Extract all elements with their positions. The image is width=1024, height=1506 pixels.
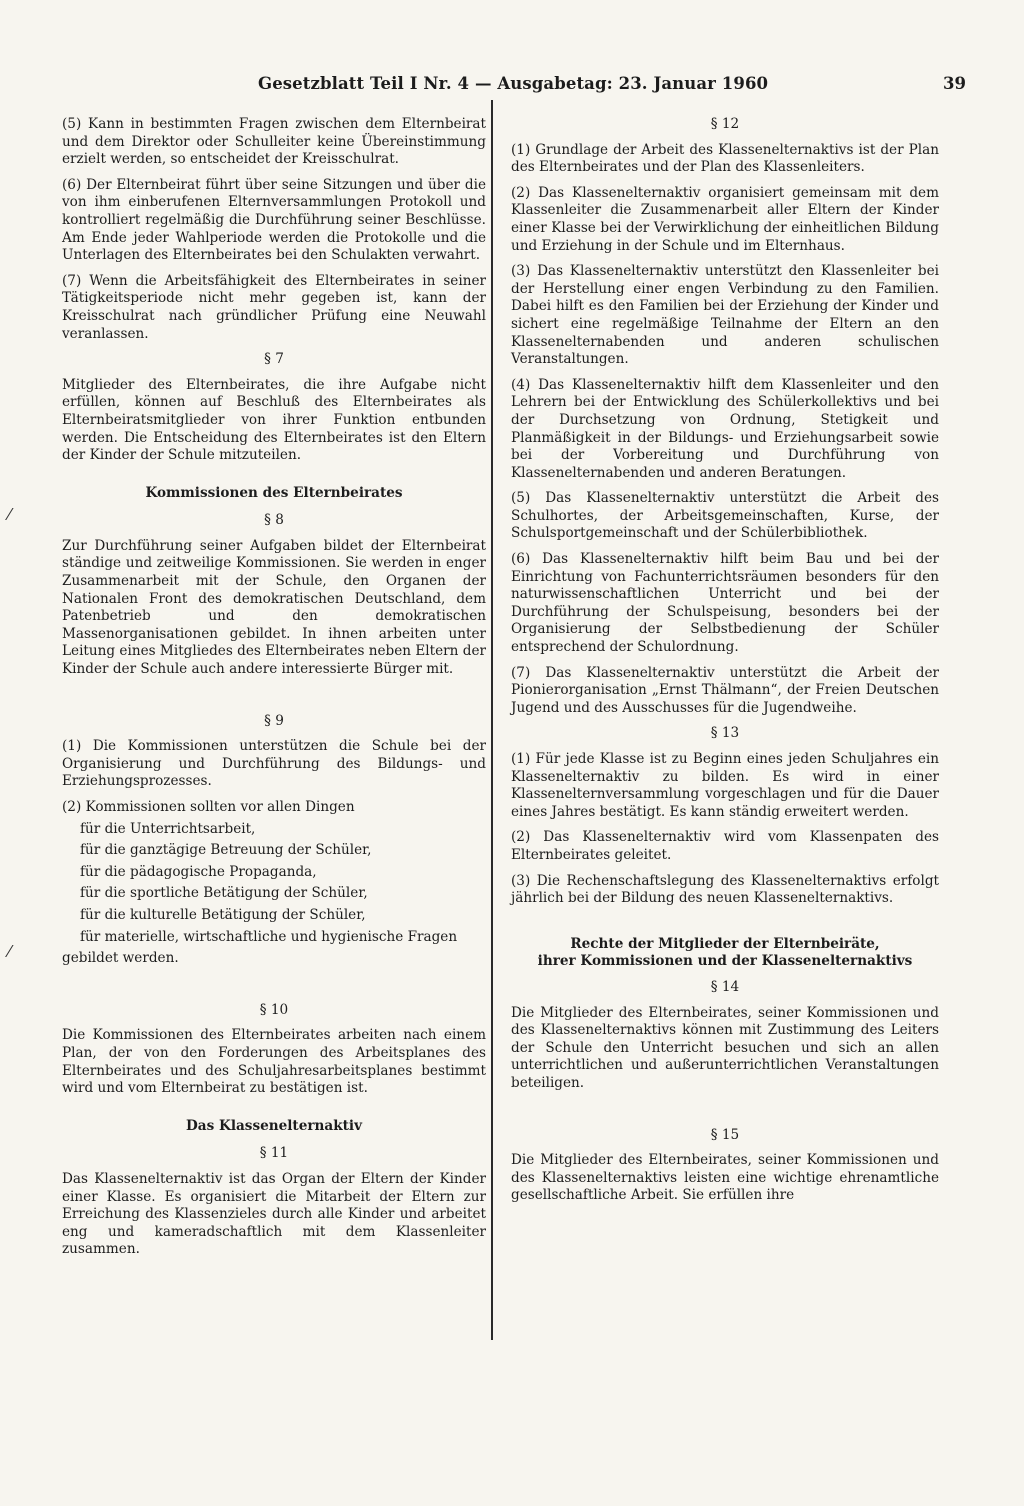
section-13-paragraph-2: (2) Das Klassenelternaktiv wird vom Klassenpaten des Elternbeirates geleitet.	[511, 829, 939, 863]
section-number-14: § 14	[710, 978, 740, 995]
list-item: für die sportliche Betätigung der Schüler,	[80, 885, 368, 902]
section-number-7: § 7	[264, 351, 284, 368]
paragraph-6-5: (5) Kann in bestimmten Fragen zwischen dem Elternbeirat und dem Direktor oder Schulleiter keine Übereinstimmung erzielt werden, so entscheidet der Kreisschulrat.	[62, 116, 486, 168]
section-number-13: § 13	[710, 725, 740, 742]
list-item: für materielle, wirtschaftliche und hygienische Fragen	[80, 928, 458, 945]
section-12-paragraph-6: (6) Das Klassenelternaktiv hilft beim Bau und bei der Einrichtung von Fachunterrichtsräumen besonders für den naturwissenschaftlichen Unterricht und bei der Durchführung der Schulspeisung, besonders bei der Organisierung der Selbstbedienung der Schüler entsprechend der Schulordnung.	[511, 551, 939, 656]
heading-rechte-line-1: Rechte der Mitglieder der Elternbeiräte,	[570, 935, 880, 952]
right-column	[511, 116, 939, 1213]
section-number-8: § 8	[264, 512, 284, 529]
left-column	[62, 116, 486, 1267]
section-14-text: Die Mitglieder des Elternbeirates, seiner Kommissionen und des Klassenelternaktivs können mit Zustimmung des Leiters der Schule den Unterricht besuchen und sich an allen unterrichtlichen und außerunterrichtlichen Veranstaltungen beteiligen.	[511, 1004, 939, 1091]
heading-kommissionen: Kommissionen des Elternbeirates	[145, 484, 403, 501]
section-12-paragraph-7: (7) Das Klassenelternaktiv unterstützt die Arbeit der Pionierorganisation „Ernst Thälmann“, der Freien Deutschen Jugend und des Ausschusses für die Jugendweihe.	[511, 664, 939, 716]
column-divider	[491, 100, 493, 1340]
section-8-text: Zur Durchführung seiner Aufgaben bildet der Elternbeirat ständige und zeitweilige Kommissionen. Sie werden in enger Zusammenarbeit mit der Schule, den Organen der Nationalen Front des demokratischen Deutschland, dem Patenbetrieb und den demokratischen Massenorganisationen gebildet. In ihnen arbeiten unter Leitung eines Mitgliedes des Elternbeirates neben Eltern der Kinder der Schule auch andere interessierte Bürger mit.	[62, 537, 486, 678]
section-10-text: Die Kommissionen des Elternbeirates arbeiten nach einem Plan, der von den Forderungen des Arbeitsplanes des Elternbeirates und des Schuljahresarbeitsplanes bestimmt wird und vom Elternbeirat zu bestätigen ist.	[62, 1027, 486, 1097]
section-number-10: § 10	[259, 1001, 289, 1018]
paragraph-6-6: (6) Der Elternbeirat führt über seine Sitzungen und über die von ihm einberufenen Elternversammlungen Protokoll und kontrolliert regelmäßig die Durchführung seiner Beschlüsse. Am Ende jeder Wahlperiode werden die Protokolle und die Unterlagen des Elternbeirates bei den Schulakten verwahrt.	[62, 176, 486, 264]
section-11-text: Das Klassenelternaktiv ist das Organ der Eltern der Kinder einer Klasse. Es organisiert die Mitarbeit der Eltern zur Erreichung des Klassenzieles durch alle Kinder und arbeitet eng und kameradschaftlich mit dem Klassenleiter zusammen.	[62, 1170, 486, 1258]
page-number: 39	[943, 74, 966, 93]
section-number-11: § 11	[259, 1145, 289, 1162]
section-13-paragraph-1: (1) Für jede Klasse ist zu Beginn eines jeden Schuljahres ein Klassenelternaktiv zu bilden. Es wird in einer Klassenelternversammlung vorgeschlagen und für die Dauer eines Jahres bestätigt. Es kann ständig erweitert werden.	[511, 751, 939, 820]
heading-klassenelternaktiv: Das Klassenelternaktiv	[186, 1117, 362, 1134]
section-7-text: Mitglieder des Elternbeirates, die ihre Aufgabe nicht erfüllen, können auf Beschluß des Elternbeirates als Elternbeiratsmitglieder von ihrer Funktion entbunden werden. Die Entscheidung des Elternbeirates ist den Eltern der Kinder der Schule mitzuteilen.	[62, 376, 486, 464]
paragraph-6-7: (7) Wenn die Arbeitsfähigkeit des Elternbeirates in seiner Tätigkeitsperiode nicht mehr gegeben ist, kann der Kreisschulrat nach gründlicher Prüfung eine Neuwahl veranlassen.	[62, 272, 486, 342]
list-item: für die ganztägige Betreuung der Schüler,	[80, 842, 372, 859]
section-9-paragraph-1: (1) Die Kommissionen unterstützen die Schule bei der Organisierung und Durchführung des Bildungs- und Erziehungsprozesses.	[62, 738, 486, 790]
section-13-paragraph-3: (3) Die Rechenschaftslegung des Klassenelternaktivs erfolgt jährlich bei der Bildung des neuen Klassenelternaktivs.	[511, 872, 939, 907]
commission-list	[80, 821, 486, 947]
margin-tick-mark: ⁄	[8, 942, 11, 961]
section-12-paragraph-5: (5) Das Klassenelternaktiv unterstützt die Arbeit des Schulhortes, der Arbeitsgemeinschaften, Kurse, der Schulsportgemeinschaft und der Schülerbibliothek.	[511, 490, 939, 542]
section-12-paragraph-4: (4) Das Klassenelternaktiv hilft dem Klassenleiter und den Lehrern bei der Entwicklung des Schülerkollektivs und bei der Durchsetzung von Ordnung, Stetigkeit und Planmäßigkeit in der Bildungs- und Erziehungsarbeit sowie bei der Vorbereitung und Durchführung von Klassenelternabenden und anderen Beratungen.	[511, 376, 939, 481]
margin-tick-mark: ⁄	[8, 505, 11, 524]
section-15-text: Die Mitglieder des Elternbeirates, seiner Kommissionen und des Klassenelternaktivs leisten eine wichtige ehrenamtliche gesellschaftliche Arbeit. Sie erfüllen ihre	[511, 1152, 939, 1204]
list-item: für die kulturelle Betätigung der Schüler,	[80, 906, 366, 923]
list-item: für die pädagogische Propaganda,	[80, 863, 317, 880]
section-number-15: § 15	[710, 1126, 740, 1143]
section-number-12: § 12	[710, 116, 740, 132]
section-9-paragraph-2: (2) Kommissionen sollten vor allen Dingen	[62, 799, 355, 815]
section-12-paragraph-1: (1) Grundlage der Arbeit des Klassenelternaktivs ist der Plan des Elternbeirates und der Plan des Klassenleiters.	[511, 141, 939, 176]
section-12-paragraph-3: (3) Das Klassenelternaktiv unterstützt den Klassenleiter bei der Herstellung einer engen Verbindung zu den Familien. Dabei hilft es den Familien bei der Erziehung der Kinder und sichert eine regelmäßige Teilnahme der Eltern an den Klassenelternabenden und anderen schulischen Veranstaltungen.	[511, 263, 939, 368]
header-title: Gesetzblatt Teil I Nr. 4 — Ausgabetag: 23. Januar 1960	[258, 74, 769, 93]
heading-rechte-line-2: ihrer Kommissionen und der Klassenelternaktivs	[537, 953, 913, 970]
section-9-closing: gebildet werden.	[62, 950, 179, 967]
page-header	[258, 74, 966, 98]
section-12-paragraph-2: (2) Das Klassenelternaktiv organisiert gemeinsam mit dem Klassenleiter die Zusammenarbeit aller Eltern der Kinder einer Klasse bei der Verwirklichung der einheitlichen Bildung und Erziehung in der Schule und im Elternhaus.	[511, 184, 939, 254]
list-item: für die Unterrichtsarbeit,	[80, 820, 256, 837]
section-number-9: § 9	[264, 712, 284, 729]
